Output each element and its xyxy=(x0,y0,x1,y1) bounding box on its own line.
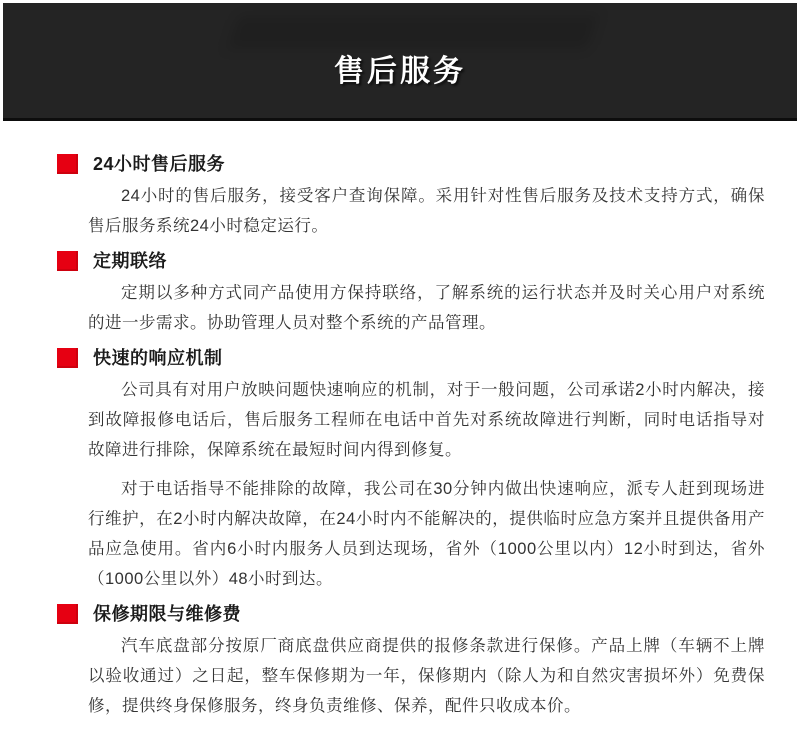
service-content xyxy=(0,121,800,740)
section-heading-row xyxy=(57,250,765,272)
section-paragraph: 24小时的售后服务，接受客户查询保障。采用针对性售后服务及技术支持方式，确保售后服务系统24小时稳定运行。 xyxy=(88,187,765,235)
section-24h-service xyxy=(57,153,765,241)
after-sales-service-page xyxy=(0,3,800,744)
section-warranty xyxy=(57,603,765,721)
red-square-bullet-icon xyxy=(57,348,78,368)
section-heading-row xyxy=(57,347,765,369)
red-square-bullet-icon xyxy=(57,604,78,624)
banner-watermark xyxy=(227,15,598,49)
section-regular-contact xyxy=(57,250,765,338)
section-paragraph: 对于电话指导不能排除的故障，我公司在30分钟内做出快速响应，派专人赶到现场进行维护，在2小时内解决故障，在24小时内不能解决的，提供临时应急方案并且提供备用产品应急使用。省内6小时内服务人员到达现场，省外（1000公里以内）12小时到达，省外（1000公里以外）48小时到达。 xyxy=(88,480,765,588)
red-square-bullet-icon xyxy=(57,251,78,271)
section-fast-response xyxy=(57,347,765,594)
page-title: 售后服务 xyxy=(334,54,466,88)
section-heading: 24小时售后服务 xyxy=(93,154,226,174)
red-square-bullet-icon xyxy=(57,154,78,174)
section-heading-row xyxy=(57,153,765,175)
section-heading: 保修期限与维修费 xyxy=(93,604,241,624)
section-paragraph: 汽车底盘部分按原厂商底盘供应商提供的报修条款进行保修。产品上牌（车辆不上牌以验收通过）之日起，整车保修期为一年，保修期内（除人为和自然灾害损坏外）免费保修，提供终身保修服务，终身负责维修、保养，配件只收成本价。 xyxy=(88,637,765,715)
section-heading-row xyxy=(57,603,765,625)
section-heading: 定期联络 xyxy=(93,251,167,271)
section-paragraph: 公司具有对用户放映问题快速响应的机制，对于一般问题，公司承诺2小时内解决，接到故障报修电话后，售后服务工程师在电话中首先对系统故障进行判断，同时电话指导对故障进行排除，保障系统在最短时间内得到修复。 xyxy=(88,381,765,459)
section-paragraph: 定期以多种方式同产品使用方保持联络，了解系统的运行状态并及时关心用户对系统的进一步需求。协助管理人员对整个系统的产品管理。 xyxy=(88,284,765,332)
title-banner xyxy=(3,3,797,121)
section-heading: 快速的响应机制 xyxy=(93,348,223,368)
